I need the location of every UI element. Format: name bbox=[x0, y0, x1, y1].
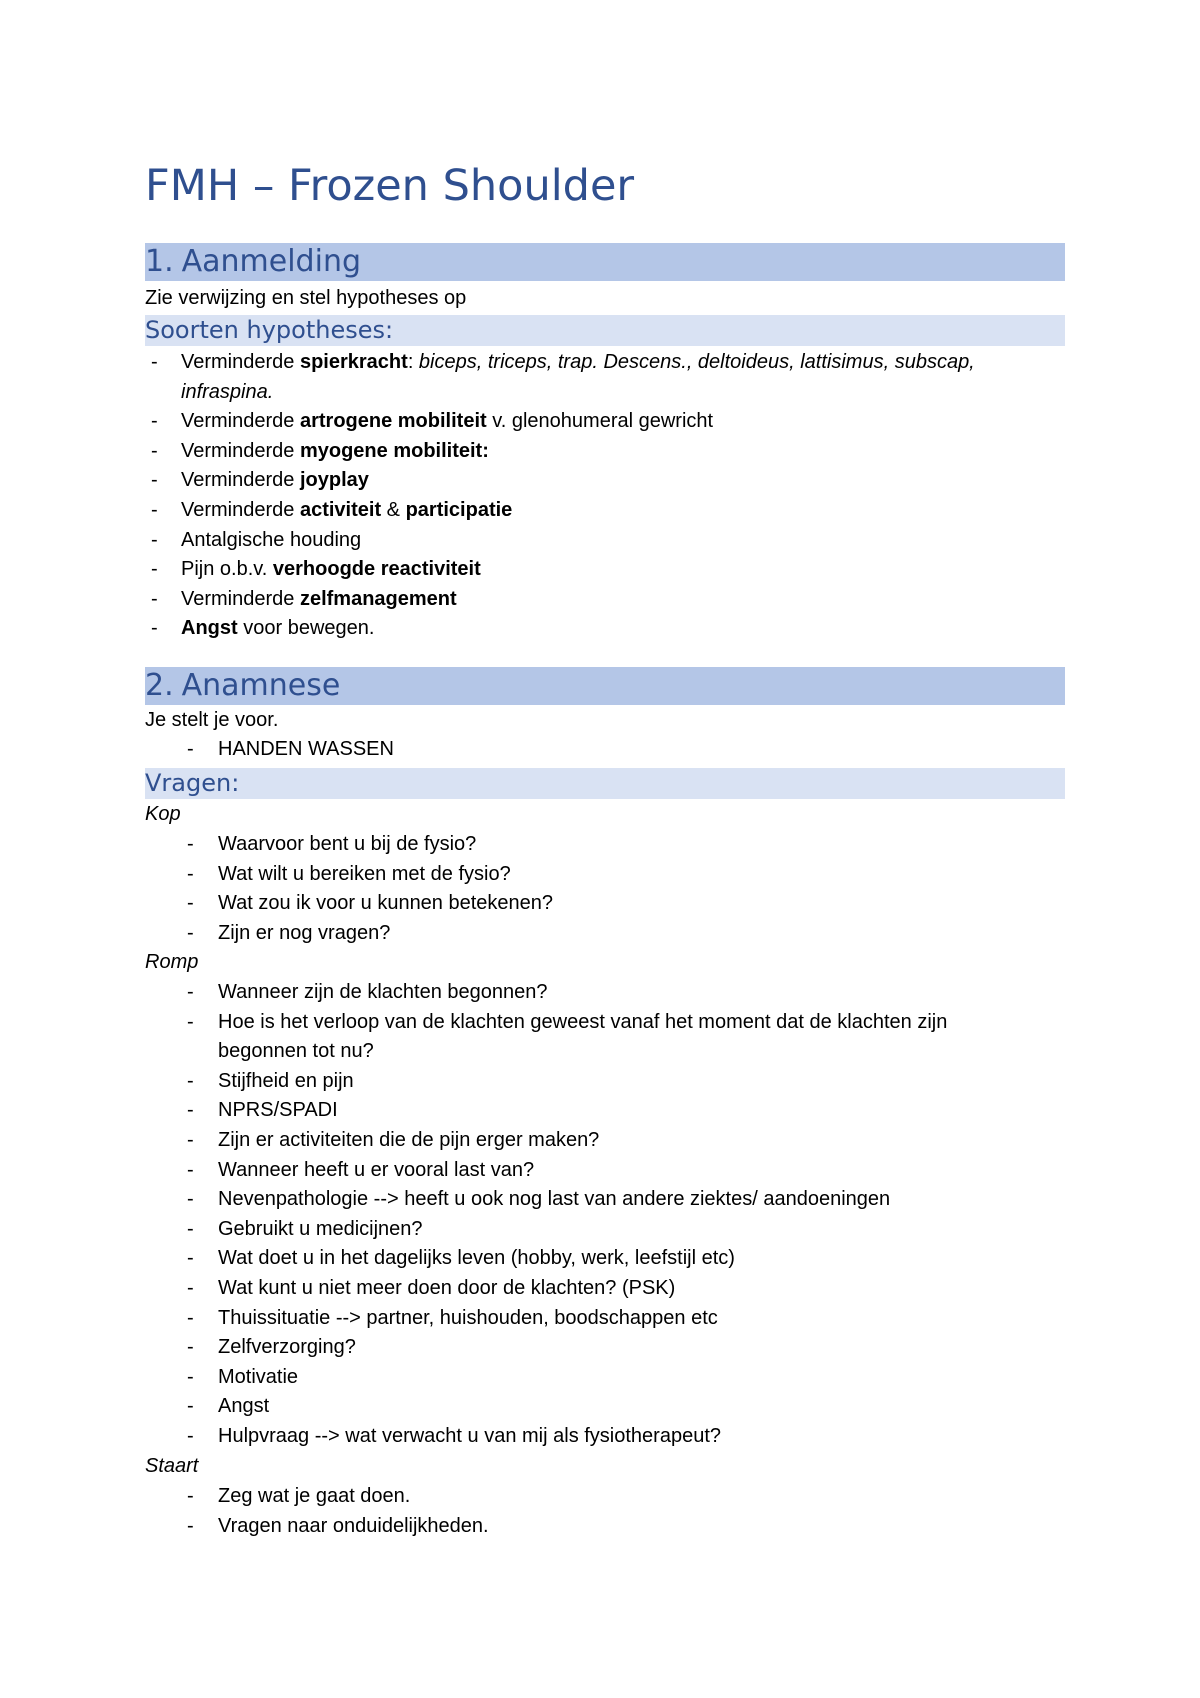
section-heading-aanmelding bbox=[145, 243, 1065, 281]
list-item: - Zijn er activiteiten die de pijn erger maken? bbox=[187, 1128, 600, 1151]
list-item: - Hulpvraag --> wat verwacht u van mij als fysiotherapeut? bbox=[187, 1424, 722, 1447]
list-item: - Wat doet u in het dagelijks leven (hobby, werk, leefstijl etc) bbox=[187, 1247, 735, 1270]
list-item: - Pijn o.b.v. verhoogde reactiviteit bbox=[151, 558, 481, 581]
section-intro: Je stelt je voor. bbox=[145, 709, 279, 731]
subheading-vragen: Vragen: bbox=[145, 768, 1065, 799]
hypotheses-list bbox=[145, 348, 1041, 644]
list-item: - HANDEN WASSEN bbox=[187, 738, 394, 760]
list-item: - Zeg wat je gaat doen. bbox=[187, 1485, 411, 1507]
section-title: Aanmelding bbox=[181, 244, 361, 279]
romp-list bbox=[145, 978, 1033, 1452]
list-item: - Verminderde joyplay bbox=[151, 469, 369, 492]
list-item: - Motivatie bbox=[187, 1365, 299, 1388]
list-item: - Wanneer zijn de klachten begonnen? bbox=[187, 981, 548, 1003]
list-item: - Wat zou ik voor u kunnen betekenen? bbox=[187, 892, 554, 915]
list-item: - Zijn er nog vragen? bbox=[187, 921, 391, 944]
group-label-romp: Romp bbox=[145, 951, 199, 973]
list-item: - NPRS/SPADI bbox=[187, 1099, 338, 1122]
section-title: Anamnese bbox=[181, 668, 341, 703]
section-intro: Zie verwijzing en stel hypotheses op bbox=[145, 287, 467, 309]
staart-list bbox=[145, 1482, 489, 1541]
list-item: - Antalgische houding bbox=[151, 528, 362, 551]
list-item: - Verminderde zelfmanagement bbox=[151, 587, 457, 610]
list-item: - Angst voor bewegen. bbox=[151, 617, 375, 640]
list-item: - Thuissituatie --> partner, huishouden, boodschappen etc bbox=[187, 1306, 718, 1329]
list-item: - Zelfverzorging? bbox=[187, 1336, 356, 1359]
intro-list bbox=[145, 735, 394, 765]
list-item: - Vragen naar onduidelijkheden. bbox=[187, 1514, 489, 1537]
list-item: - Waarvoor bent u bij de fysio? bbox=[187, 833, 477, 855]
list-item: - Verminderde artrogene mobiliteit v. glenohumeral gewricht bbox=[151, 410, 714, 433]
subheading-soorten-hypotheses: Soorten hypotheses: bbox=[145, 315, 1065, 346]
list-item: - Verminderde activiteit & participatie bbox=[151, 498, 513, 521]
kop-list bbox=[145, 830, 553, 948]
list-item: - Nevenpathologie --> heeft u ook nog last van andere ziektes/ aandoeningen bbox=[187, 1188, 891, 1211]
group-label-kop: Kop bbox=[145, 803, 181, 825]
list-item: - Wat kunt u niet meer doen door de klachten? (PSK) bbox=[187, 1276, 676, 1299]
list-item: - Stijfheid en pijn bbox=[187, 1069, 354, 1092]
section-heading-anamnese bbox=[145, 667, 1065, 705]
list-item: - Gebruikt u medicijnen? bbox=[187, 1217, 423, 1240]
list-item: - Hoe is het verloop van de klachten geweest vanaf het moment dat de klachten zijn begonnen tot nu? bbox=[187, 1010, 948, 1063]
section-number: 1. bbox=[145, 244, 174, 279]
list-item: - Wanneer heeft u er vooral last van? bbox=[187, 1158, 535, 1181]
section-number: 2. bbox=[145, 668, 174, 703]
list-item: - Verminderde myogene mobiliteit: bbox=[151, 439, 489, 462]
list-item: - Verminderde spierkracht: biceps, triceps, trap. Descens., deltoideus, lattisimus, subscap, infraspina. bbox=[151, 351, 975, 403]
list-item: - Angst bbox=[187, 1395, 270, 1418]
list-item: - Wat wilt u bereiken met de fysio? bbox=[187, 862, 511, 885]
document-title: FMH – Frozen Shoulder bbox=[145, 161, 635, 211]
group-label-staart: Staart bbox=[145, 1455, 199, 1477]
